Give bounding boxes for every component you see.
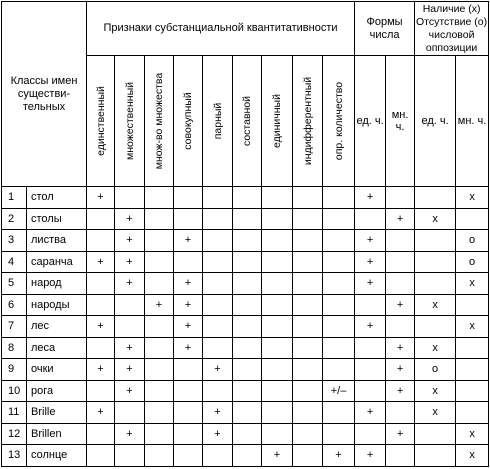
opposition-mark-cell [456,402,489,424]
feature-column-header [293,56,323,187]
feature-mark-cell [262,273,293,295]
opposition-mark-cell [415,445,456,467]
feature-mark-cell [115,316,145,338]
feature-mark-cell [323,230,355,252]
feature-mark-cell [262,316,293,338]
form-mark-cell [386,230,415,252]
feature-mark-cell [233,273,262,295]
feature-column-header [323,56,355,187]
feature-mark-cell [203,380,233,402]
form-mark-cell: + [355,230,386,252]
feature-mark-cell [293,316,323,338]
feature-mark-cell [203,337,233,359]
table-row [2,230,489,252]
feature-mark-cell: + [87,187,115,209]
feature-mark-cell [203,273,233,295]
feature-mark-cell [323,359,355,381]
classes-header: Классы имен существи-тельных [2,2,87,187]
form-mark-cell [386,445,415,467]
feature-mark-cell [233,187,262,209]
feature-mark-cell [262,294,293,316]
feature-mark-cell: + [174,337,203,359]
feature-column-header [87,56,115,187]
feature-mark-cell [323,294,355,316]
feature-column-label: парный [211,102,224,140]
feature-mark-cell [293,380,323,402]
form-mark-cell [355,423,386,445]
form-mark-cell [386,251,415,273]
feature-mark-cell: + [145,294,174,316]
feature-mark-cell [145,208,174,230]
opposition-mark-cell [456,208,489,230]
feature-column-header [145,56,174,187]
noun-cell: лес [27,316,87,338]
feature-mark-cell [203,316,233,338]
feature-mark-cell: + [115,380,145,402]
feature-column-header [203,56,233,187]
feature-mark-cell [174,208,203,230]
feature-mark-cell [323,273,355,295]
form-mark-cell [386,187,415,209]
feature-mark-cell: + [87,316,115,338]
feature-column-header [262,56,293,187]
row-number: 2 [2,208,27,230]
feature-mark-cell [203,445,233,467]
feature-mark-cell [87,294,115,316]
feature-column-label: единичный [271,94,283,148]
feature-mark-cell [323,316,355,338]
feature-mark-cell [145,251,174,273]
feature-mark-cell [233,208,262,230]
feature-mark-cell [145,187,174,209]
opposition-column-header: ед. ч. [415,56,456,187]
feature-mark-cell [293,251,323,273]
feature-mark-cell: +/– [323,380,355,402]
form-mark-cell: + [355,402,386,424]
feature-mark-cell [323,423,355,445]
feature-mark-cell [145,380,174,402]
feature-mark-cell [87,380,115,402]
feature-mark-cell: + [203,359,233,381]
opposition-mark-cell [415,423,456,445]
feature-mark-cell [233,230,262,252]
table-row [2,402,489,424]
row-number: 6 [2,294,27,316]
feature-mark-cell [174,445,203,467]
table-row [2,273,489,295]
opposition-mark-cell: x [456,316,489,338]
opposition-mark-cell [415,251,456,273]
row-number: 5 [2,273,27,295]
row-number: 7 [2,316,27,338]
feature-mark-cell [203,251,233,273]
feature-mark-cell [323,208,355,230]
form-mark-cell: + [355,251,386,273]
feature-mark-cell [262,230,293,252]
feature-mark-cell [233,359,262,381]
table-row [2,187,489,209]
feature-mark-cell: + [115,230,145,252]
feature-mark-cell [145,337,174,359]
opposition-mark-cell [456,359,489,381]
feature-mark-cell [203,208,233,230]
forms-column-header: ед. ч. [355,56,386,187]
feature-mark-cell [115,402,145,424]
feature-mark-cell: + [323,445,355,467]
feature-mark-cell [87,230,115,252]
feature-mark-cell [233,423,262,445]
table-row [2,251,489,273]
opposition-mark-cell: x [456,423,489,445]
form-mark-cell [355,337,386,359]
form-mark-cell: + [355,273,386,295]
feature-mark-cell [145,273,174,295]
noun-cell: очки [27,359,87,381]
feature-column-label: опр. количество [332,81,345,161]
feature-mark-cell [233,445,262,467]
row-number: 1 [2,187,27,209]
feature-mark-cell [262,251,293,273]
opposition-mark-cell: x [415,294,456,316]
table-row [2,337,489,359]
row-number: 4 [2,251,27,273]
feature-mark-cell [323,402,355,424]
form-mark-cell [355,380,386,402]
feature-mark-cell [233,316,262,338]
opposition-mark-cell [415,316,456,338]
feature-mark-cell: + [115,208,145,230]
feature-mark-cell: + [203,402,233,424]
table-row [2,359,489,381]
feature-mark-cell [293,423,323,445]
feature-mark-cell: + [115,251,145,273]
feature-mark-cell [145,445,174,467]
feature-column-label: индифферентный [301,76,314,166]
noun-cell: Brillen [27,423,87,445]
feature-mark-cell [174,251,203,273]
features-header: Признаки субстанциальной квантитативности [87,2,355,56]
table-row [2,294,489,316]
noun-cell: листва [27,230,87,252]
forms-column-header: мн. ч. [386,56,415,187]
feature-mark-cell [233,380,262,402]
noun-cell: столы [27,208,87,230]
feature-mark-cell [115,187,145,209]
feature-mark-cell: + [174,230,203,252]
feature-mark-cell [293,402,323,424]
opposition-mark-cell: x [415,380,456,402]
feature-mark-cell [323,187,355,209]
feature-mark-cell [262,359,293,381]
feature-mark-cell [262,187,293,209]
feature-mark-cell [293,273,323,295]
row-number: 9 [2,359,27,381]
row-number: 10 [2,380,27,402]
noun-cell: народы [27,294,87,316]
opposition-mark-cell: x [415,337,456,359]
feature-mark-cell: + [174,316,203,338]
feature-mark-cell: + [115,273,145,295]
form-mark-cell [386,316,415,338]
noun-cell: саранча [27,251,87,273]
noun-cell: леса [27,337,87,359]
feature-mark-cell [262,402,293,424]
feature-column-label: совокупный [182,92,194,150]
feature-mark-cell [174,359,203,381]
feature-mark-cell [293,187,323,209]
noun-number-table [1,1,489,467]
opposition-mark-cell: x [415,208,456,230]
feature-mark-cell [115,445,145,467]
feature-mark-cell: + [174,273,203,295]
feature-mark-cell: + [87,402,115,424]
feature-mark-cell [262,337,293,359]
feature-mark-cell [323,337,355,359]
feature-mark-cell [293,208,323,230]
form-mark-cell [355,359,386,381]
feature-mark-cell [233,337,262,359]
opposition-mark-cell: x [456,445,489,467]
noun-cell: рога [27,380,87,402]
opposition-mark-cell: o [456,230,489,252]
feature-mark-cell: + [174,294,203,316]
feature-mark-cell: + [115,359,145,381]
feature-mark-cell [262,423,293,445]
feature-mark-cell [174,423,203,445]
feature-mark-cell [145,423,174,445]
opposition-mark-cell: x [456,273,489,295]
feature-mark-cell [87,273,115,295]
opposition-mark-cell [415,187,456,209]
feature-mark-cell: + [87,359,115,381]
opposition-mark-cell: o [415,359,456,381]
feature-mark-cell [293,294,323,316]
feature-mark-cell [145,359,174,381]
noun-cell: стол [27,187,87,209]
noun-cell: Brille [27,402,87,424]
feature-mark-cell [233,402,262,424]
table-row [2,208,489,230]
feature-mark-cell [87,423,115,445]
form-mark-cell: + [386,380,415,402]
feature-mark-cell [87,208,115,230]
feature-mark-cell [323,251,355,273]
opposition-mark-cell [456,380,489,402]
feature-column-label: множ-во множества [153,72,165,170]
feature-column-header [115,56,145,187]
feature-mark-cell: + [115,423,145,445]
form-mark-cell: + [386,423,415,445]
forms-header: Формы числа [355,2,415,56]
form-mark-cell: + [386,359,415,381]
feature-mark-cell [203,294,233,316]
opposition-mark-cell [456,337,489,359]
feature-mark-cell: + [203,423,233,445]
table-row [2,445,489,467]
row-number: 3 [2,230,27,252]
feature-mark-cell [87,337,115,359]
feature-mark-cell [293,359,323,381]
feature-mark-cell: + [262,445,293,467]
feature-mark-cell [233,251,262,273]
form-mark-cell: + [355,187,386,209]
opposition-mark-cell [415,230,456,252]
feature-mark-cell [203,230,233,252]
opposition-mark-cell [456,294,489,316]
form-mark-cell: + [355,445,386,467]
feature-mark-cell [174,187,203,209]
feature-column-label: множественный [123,82,136,160]
feature-mark-cell [174,402,203,424]
feature-mark-cell [293,337,323,359]
feature-mark-cell: + [115,337,145,359]
form-mark-cell: + [355,316,386,338]
feature-mark-cell [233,294,262,316]
form-mark-cell [386,273,415,295]
opposition-mark-cell: x [415,402,456,424]
row-number: 13 [2,445,27,467]
row-number: 12 [2,423,27,445]
table-row [2,316,489,338]
feature-mark-cell [293,445,323,467]
feature-column-header [174,56,203,187]
table-row [2,380,489,402]
row-number: 8 [2,337,27,359]
noun-cell: народ [27,273,87,295]
feature-mark-cell [145,402,174,424]
opposition-mark-cell: o [456,251,489,273]
row-number: 11 [2,402,27,424]
form-mark-cell: + [386,294,415,316]
feature-mark-cell [115,294,145,316]
noun-cell: солнце [27,445,87,467]
opposition-column-header: мн. ч. [456,56,489,187]
feature-mark-cell [262,208,293,230]
table-row [2,423,489,445]
opposition-mark-cell: x [456,187,489,209]
feature-mark-cell [293,230,323,252]
form-mark-cell: + [386,208,415,230]
feature-mark-cell [203,187,233,209]
feature-mark-cell [145,230,174,252]
form-mark-cell: + [386,337,415,359]
feature-mark-cell [87,445,115,467]
feature-column-label: единственный [94,86,107,156]
feature-column-header [233,56,262,187]
form-mark-cell [355,294,386,316]
feature-mark-cell: + [87,251,115,273]
form-mark-cell [386,402,415,424]
feature-mark-cell [145,316,174,338]
feature-mark-cell [262,380,293,402]
opposition-mark-cell [415,273,456,295]
form-mark-cell [355,208,386,230]
feature-column-label: составной [241,95,253,147]
opposition-header: Наличие (x) Отсутствие (o) числовой оппозиции [415,3,488,54]
feature-mark-cell [174,380,203,402]
